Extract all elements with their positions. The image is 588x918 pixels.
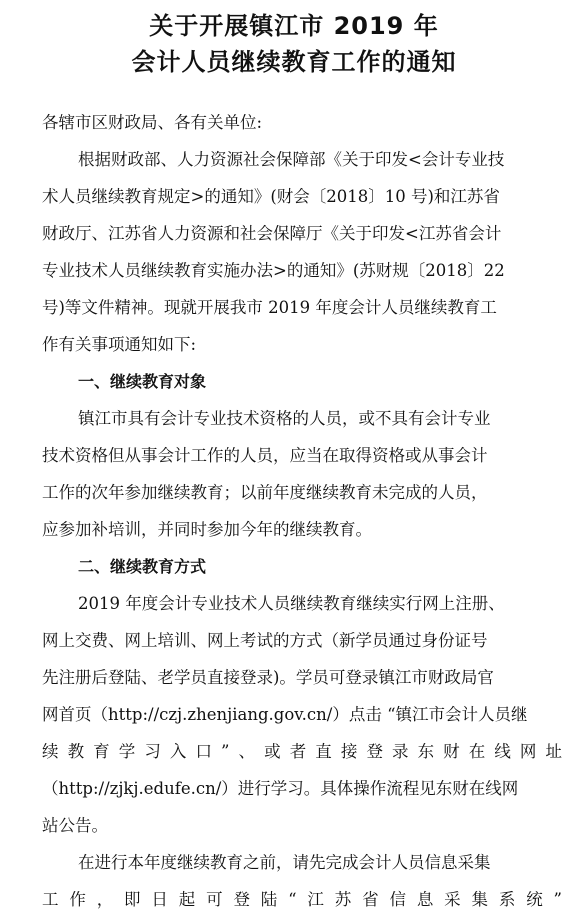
document-title-line-2: 会计人员继续教育工作的通知 (131, 48, 457, 76)
section2-line: 站公告。 (42, 816, 108, 835)
document-body (42, 104, 562, 918)
document-title-line-1: 关于开展镇江市 2019 年 (149, 12, 439, 40)
section2-line: 2019 年度会计专业技术人员继续教育继续实行网上注册、 (78, 594, 505, 613)
intro-line: 术人员继续教育规定>的通知》(财会〔2018〕10 号)和江苏省 (42, 187, 500, 206)
intro-line: 作有关事项通知如下: (42, 335, 197, 354)
section2-line: 网首页（http://czj.zhenjiang.gov.cn/）点击 “镇江市会计人员继 (42, 705, 528, 724)
section1-line: 镇江市具有会计专业技术资格的人员，或不具有会计专业 (78, 409, 491, 428)
salutation: 各辖市区财政局、各有关单位: (42, 113, 263, 132)
final-paragraph-line: 工作，即日起可登陆“江苏省信息采集系统” (42, 890, 562, 909)
intro-line: 根据财政部、人力资源社会保障部《关于印发<会计专业技 (78, 150, 505, 169)
intro-line: 号)等文件精神。现就开展我市 2019 年度会计人员继续教育工 (42, 298, 497, 317)
intro-line: 财政厅、江苏省人力资源和社会保障厅《关于印发<江苏省会计 (42, 224, 502, 243)
section-heading: 二、继续教育方式 (78, 557, 207, 576)
section2-line: 续教育学习入口”、或者直接登录东财在线网址 (42, 742, 562, 761)
section2-line: （http://zjkj.edufe.cn/）进行学习。具体操作流程见东财在线网 (42, 779, 519, 798)
section2-line: 先注册后登陆、老学员直接登录)。学员可登录镇江市财政局官 (42, 668, 494, 687)
intro-line: 专业技术人员继续教育实施办法>的通知》(苏财规〔2018〕22 (42, 261, 505, 280)
section-heading: 一、继续教育对象 (78, 372, 207, 391)
section1-line: 技术资格但从事会计工作的人员，应当在取得资格或从事会计 (42, 446, 488, 465)
section1-line: 工作的次年参加继续教育；以前年度继续教育未完成的人员， (42, 483, 488, 502)
section1-line: 应参加补培训，并同时参加今年的继续教育。 (42, 520, 372, 539)
section2-line: 网上交费、网上培训、网上考试的方式（新学员通过身份证号 (42, 631, 488, 650)
final-paragraph-line: 在进行本年度继续教育之前，请先完成会计人员信息采集 (78, 853, 491, 872)
